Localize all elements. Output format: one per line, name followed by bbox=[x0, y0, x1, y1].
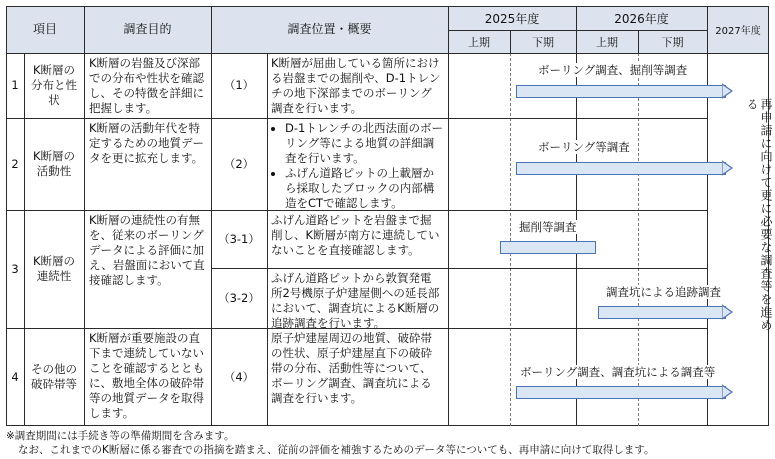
bullet-item: • D-1トレンチの北西法面のボーリング等による地質の詳細調査を行います。 bbox=[285, 121, 445, 166]
footnote: なお、これまでのK断層に係る審査での指摘を踏まえ、従前の評価を補強するためのデータ等についても、再申請に向けて取得します。 bbox=[18, 444, 655, 456]
schedule-bar-label: 掘削等調査 bbox=[519, 220, 577, 234]
row-location-bullets bbox=[271, 121, 445, 211]
arrow-right-icon bbox=[722, 78, 744, 408]
schedule-bar bbox=[516, 85, 726, 98]
grid-line bbox=[448, 30, 707, 31]
row-location: K断層が屈曲している箇所における岩盤までの掘削や、D-1トレンチの地下深部までのボーリング調査を行います。 bbox=[271, 56, 441, 115]
grid-line bbox=[24, 53, 25, 426]
schedule-bar-label: 調査坑による追跡調査 bbox=[606, 285, 721, 299]
header-2026-h1: 上期 bbox=[596, 35, 618, 49]
grid-dash bbox=[510, 53, 511, 426]
row-purpose: K断層の連続性の有無を、従来のボーリングデータによる評価に加え、岩盤面において直接確認します。 bbox=[89, 213, 205, 287]
header-year-2026: 2026年度 bbox=[614, 11, 669, 26]
row-purpose: K断層が重要施設の直下まで連続していないことを確認するとともに、敷地全体の破砕帯等の地質データを取得します。 bbox=[89, 331, 204, 420]
row-id: （2） bbox=[223, 156, 255, 171]
row-location: ふげん道路ピットから敦賀発電所2号機原子炉建屋側への延長部において、調査坑によるK断層の追跡調査を行います。 bbox=[271, 271, 440, 330]
row-location: ふげん道路ピットを岩盤まで掘削し、K断層が南方に連続していないことを直接確認します。 bbox=[271, 213, 440, 257]
schedule-bar bbox=[516, 386, 726, 399]
row-id: （3-1） bbox=[218, 231, 260, 246]
grid-line bbox=[448, 6, 449, 426]
grid-line bbox=[510, 30, 511, 53]
row-item: K断層の活動性 bbox=[32, 149, 76, 178]
row-id: （1） bbox=[223, 78, 255, 92]
header-purpose: 調査目的 bbox=[123, 22, 172, 36]
grid-line bbox=[6, 118, 707, 119]
row-item: K断層の連続性 bbox=[32, 254, 76, 283]
row-id: （4） bbox=[223, 369, 255, 384]
grid-line bbox=[638, 30, 639, 53]
header-2025-h1: 上期 bbox=[468, 35, 490, 49]
header-year-2027: 2027年度 bbox=[715, 26, 761, 37]
grid-line bbox=[6, 53, 769, 54]
bullet-item: • ふげん道路ピットの上載層から採取したブロックの内部構造をCTで確認します。 bbox=[285, 166, 445, 211]
side-note: 再申請に向けて更に必要な調査等を進める bbox=[745, 98, 773, 332]
schedule-bar bbox=[516, 162, 726, 175]
header-2025-h2: 下期 bbox=[532, 35, 554, 49]
schedule-bar-label: ボーリング調査、掘削等調査 bbox=[538, 63, 688, 77]
row-item: その他の破砕帯等 bbox=[31, 362, 77, 391]
row-number: 2 bbox=[11, 156, 19, 171]
schedule-bar-label: ボーリング調査、調査坑による調査等 bbox=[520, 365, 716, 379]
row-purpose: K断層の岩盤及び深部での分布や性状を確認し、その特徴を詳細に把握します。 bbox=[89, 56, 204, 115]
grid-line bbox=[211, 268, 707, 269]
header-2026-h2: 下期 bbox=[661, 35, 684, 49]
row-location: 原子炉建屋周辺の地質、破砕帯の性状、原子炉建屋直下の破砕帯の分布、活動性等について、ボーリング調査、調査坑による調査を行います。 bbox=[271, 331, 432, 405]
row-number: 3 bbox=[11, 261, 19, 276]
grid-line bbox=[267, 53, 268, 426]
row-item: K断層の分布と性状 bbox=[31, 63, 77, 107]
row-number: 4 bbox=[11, 369, 19, 384]
row-purpose: K断層の活動年代を特定するための地質データを更に拡充します。 bbox=[89, 121, 204, 165]
schedule-bar bbox=[598, 306, 726, 319]
row-number: 1 bbox=[11, 78, 19, 92]
header-location: 調査位置・概要 bbox=[287, 22, 372, 36]
grid-line bbox=[707, 6, 708, 426]
header-year-2025: 2025年度 bbox=[484, 11, 540, 26]
schedule-bar bbox=[500, 241, 596, 254]
header-item: 項目 bbox=[32, 22, 57, 36]
grid-line bbox=[84, 6, 85, 426]
schedule-bar-label: ボーリング等調査 bbox=[538, 140, 630, 154]
footnote: ※調査期間には手続き等の準備期間を含みます。 bbox=[6, 430, 235, 442]
row-id: （3-2） bbox=[218, 290, 260, 305]
